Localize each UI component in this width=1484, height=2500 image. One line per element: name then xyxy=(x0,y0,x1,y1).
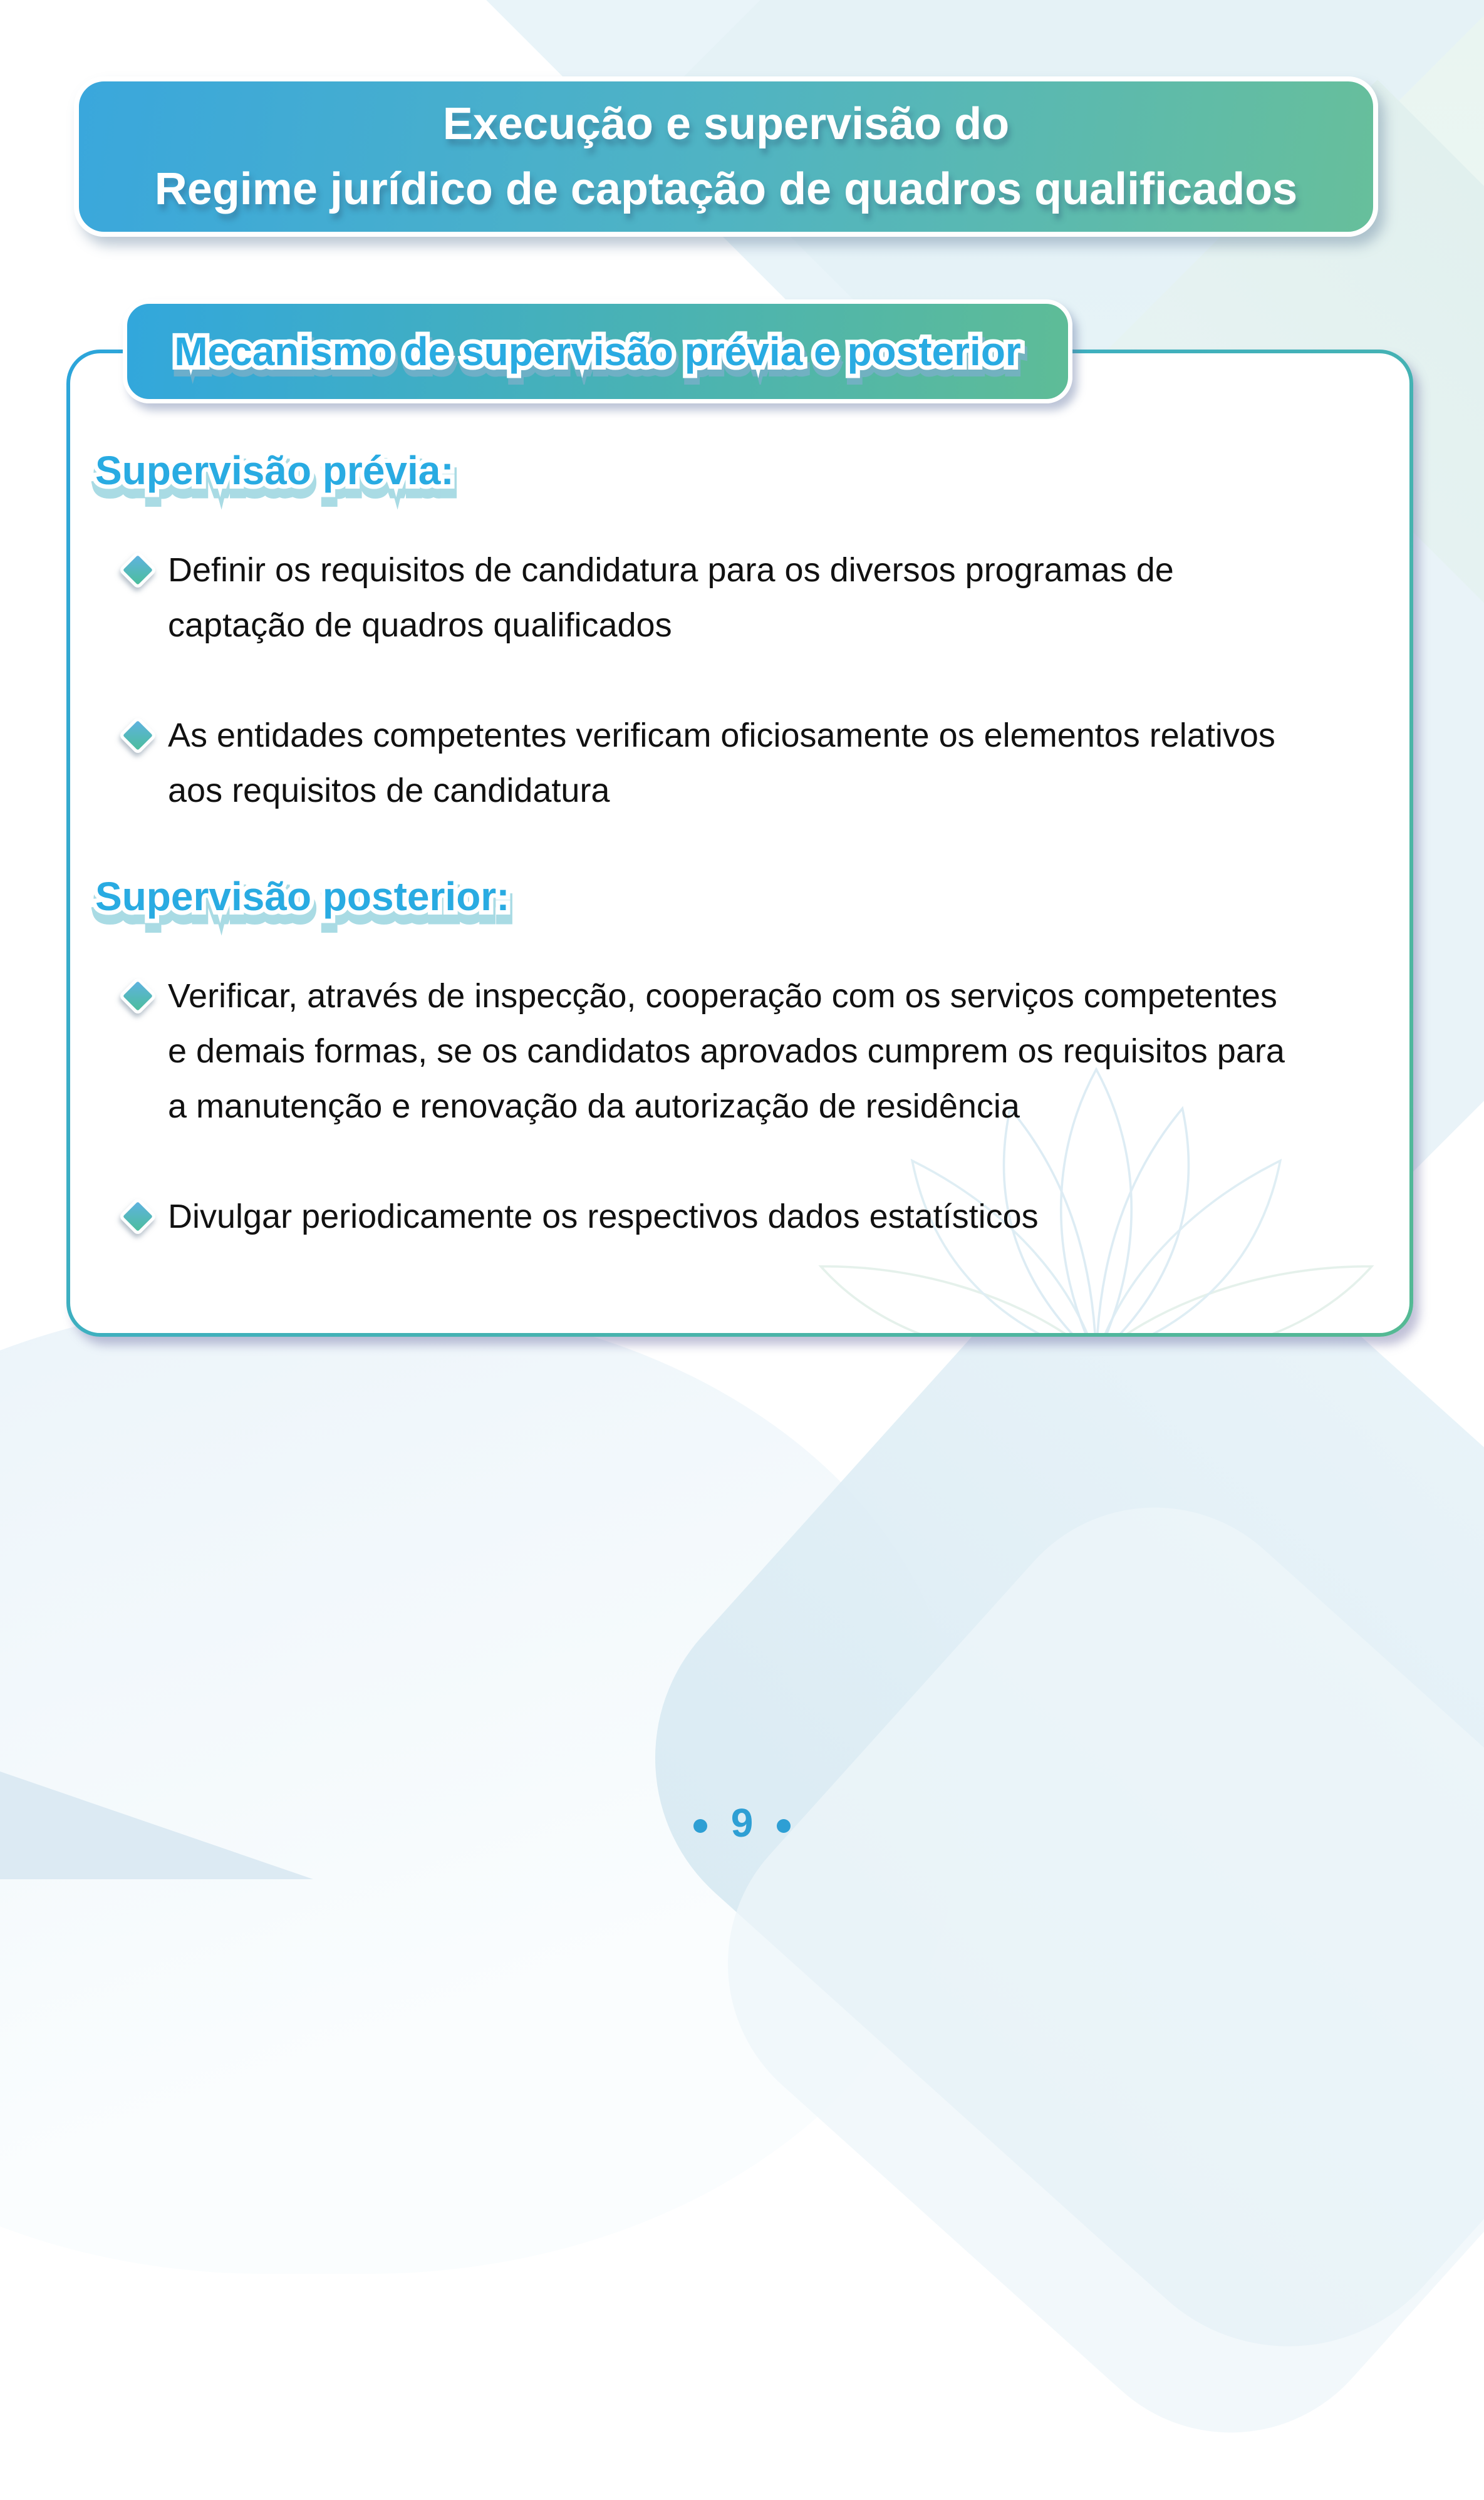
content-panel xyxy=(66,350,1413,1337)
header-title-line-1: Execução e supervisão do xyxy=(442,99,1010,149)
list-item: Verificar, através de inspecção, cooperação com os serviços competentes e demais formas, se os candidatos aprovados cumprem os requisitos para a manutenção e renovação da autorização de residência xyxy=(95,968,1290,1134)
heading-supervisao-posterior: Supervisão posterior: Supervisão posterior: Supervisão posterior: xyxy=(95,873,510,920)
list-item: Divulgar periodicamente os respectivos dados estatísticos xyxy=(95,1189,1290,1244)
heading-supervisao-previa: Supervisão prévia: Supervisão prévia: Supervisão prévia: xyxy=(95,447,454,494)
group-heading-posterior xyxy=(95,873,1290,920)
panel-content xyxy=(95,447,1290,1244)
page-number: 9 xyxy=(730,1800,754,1845)
header-title-line-2: Regime jurídico de captação de quadros qualificados xyxy=(154,164,1298,214)
footer-dot-left xyxy=(693,1819,707,1833)
bullet-list-previa xyxy=(95,542,1290,818)
header-banner xyxy=(74,76,1378,237)
list-item: Definir os requisitos de candidatura para os diversos programas de captação de quadros qualificados xyxy=(95,542,1290,653)
group-heading-previa xyxy=(95,447,1290,494)
footer-dot-right xyxy=(777,1819,791,1833)
section-title: Mecanismo de supervisão prévia e posterior Mecanismo de supervisão prévia e posterior Mecanismo de supervisão prévia e posterior xyxy=(174,328,1021,375)
list-item: As entidades competentes verificam oficiosamente os elementos relativos aos requisitos de candidatura xyxy=(95,708,1290,818)
bullet-list-posterior xyxy=(95,968,1290,1244)
content-panel-inner xyxy=(70,353,1409,1333)
section-title-pill xyxy=(123,299,1072,403)
page-footer xyxy=(0,1800,1484,1845)
